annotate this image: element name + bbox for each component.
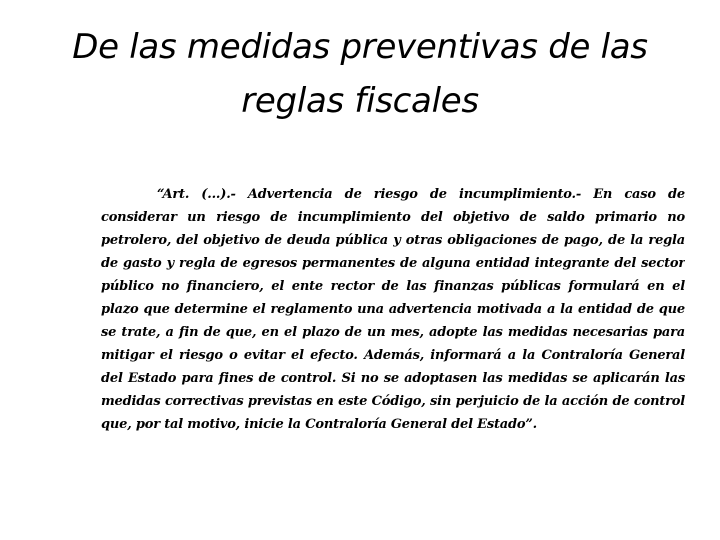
slide-title-line-2: reglas fiscales — [241, 81, 479, 121]
slide-title — [40, 20, 680, 128]
slide-title-line-1: De las medidas preventivas de las — [72, 27, 648, 67]
legal-article-quote: “Art. (...).- Advertencia de riesgo de incumplimiento.- En caso de considerar un riesgo de incumplimiento del objetivo de saldo primario no petrolero, del objetivo de deuda pública y otras obligaciones de pago, de la regla de gasto y regla de egresos permanentes de alguna entidad integrante del sector público no financiero, el ente rector de las finanzas públicas formulará en el plazo que determine el reglamento una advertencia motivada a la entidad de que se trate, a fin de que, en el plazo de un mes, adopte las medidas necesarias para mitigar el riesgo o evitar el efecto. Además, informará a la Contraloría General del Estado para fines de control. Si no se adoptasen las medidas se aplicarán las medidas correctivas previstas en este Código, sin perjuicio de la acción de control que, por tal motivo, inicie la Contraloría General del Estado”. — [101, 187, 685, 432]
